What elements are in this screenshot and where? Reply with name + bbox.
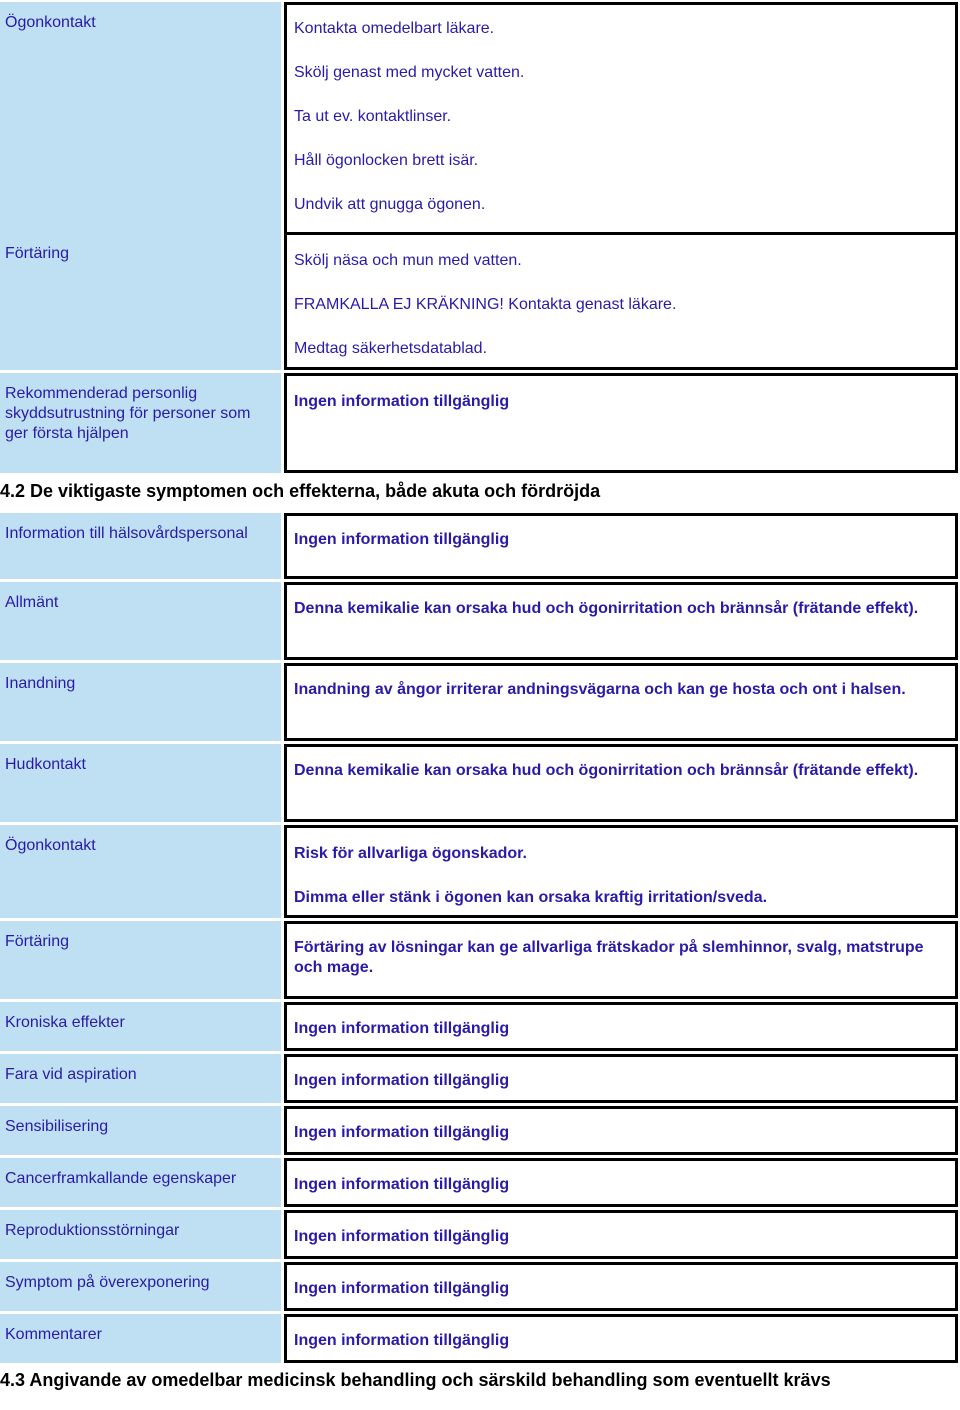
row-value: Ingen information tillgänglig [284, 1314, 958, 1363]
row-value [284, 825, 958, 918]
row-label: Inandning [0, 663, 281, 741]
section-heading-4-2: 4.2 De viktigaste symptomen och effekterna, både akuta och fördröjda [0, 481, 601, 501]
value-line: Håll ögonlocken brett isär. [294, 152, 479, 169]
row-label: Information till hälsovårdspersonal [0, 513, 281, 579]
section-heading-4-3: 4.3 Angivande av omedelbar medicinsk behandling och särskild behandling som eventuellt krävs [0, 1370, 831, 1390]
row-label: Ögonkontakt [0, 825, 281, 918]
row-value: Ingen information tillgänglig [284, 1002, 958, 1051]
value-line: Dimma eller stänk i ögonen kan orsaka kraftig irritation/sveda. [294, 889, 768, 906]
row-value: Förtäring av lösningar kan ge allvarliga frätskador på slemhinnor, svalg, matstrupe och mage. [284, 921, 958, 999]
first-aid-row-ingestion [0, 232, 958, 370]
row-label: Allmänt [0, 582, 281, 660]
value-line: FRAMKALLA EJ KRÄKNING! Kontakta genast läkare. [294, 296, 677, 313]
row-value: Ingen information tillgänglig [284, 1054, 958, 1103]
row-label: Kommentarer [0, 1314, 281, 1363]
symptom-row [0, 825, 958, 918]
value-line: Kontakta omedelbart läkare. [294, 20, 495, 37]
row-label: Fara vid aspiration [0, 1054, 281, 1103]
row-value: Ingen information tillgänglig [284, 1210, 958, 1259]
symptom-row [0, 1314, 958, 1363]
symptom-row [0, 1210, 958, 1259]
symptom-row [0, 1106, 958, 1155]
row-value: Ingen information tillgänglig [284, 1106, 958, 1155]
symptom-row [0, 513, 958, 579]
row-value [284, 232, 958, 370]
row-value: Ingen information tillgänglig [284, 513, 958, 579]
symptom-row [0, 1002, 958, 1051]
row-label: Förtäring [0, 921, 281, 999]
value-line: Undvik att gnugga ögonen. [294, 196, 486, 213]
row-label: Sensibilisering [0, 1106, 281, 1155]
row-label: Förtäring [0, 232, 281, 370]
row-label: Hudkontakt [0, 744, 281, 822]
row-value: Ingen information tillgänglig [284, 1262, 958, 1311]
row-value: Denna kemikalie kan orsaka hud och ögonirritation och brännsår (frätande effekt). [284, 744, 958, 822]
value-line: Medtag säkerhetsdatablad. [294, 340, 488, 357]
row-value [284, 2, 958, 232]
row-label: Symptom på överexponering [0, 1262, 281, 1311]
row-value: Denna kemikalie kan orsaka hud och ögonirritation och brännsår (frätande effekt). [284, 582, 958, 660]
row-value: Inandning av ångor irriterar andningsvägarna och kan ge hosta och ont i halsen. [284, 663, 958, 741]
row-label: Ögonkontakt [0, 2, 281, 232]
first-aid-row-ppe [0, 373, 958, 473]
symptom-row [0, 744, 958, 822]
row-label: Kroniska effekter [0, 1002, 281, 1051]
symptom-row [0, 663, 958, 741]
first-aid-row-eye [0, 2, 958, 232]
symptom-row [0, 1054, 958, 1103]
row-label: Reproduktionsstörningar [0, 1210, 281, 1259]
value-line: Skölj näsa och mun med vatten. [294, 252, 522, 269]
value-line: Ta ut ev. kontaktlinser. [294, 108, 452, 125]
row-value: Ingen information tillgänglig [284, 1158, 958, 1207]
row-value: Ingen information tillgänglig [284, 373, 958, 473]
value-line: Skölj genast med mycket vatten. [294, 64, 525, 81]
row-label: Rekommenderad personlig skyddsutrustning för personer som ger första hjälpen [0, 373, 281, 473]
symptom-row [0, 1158, 958, 1207]
row-label: Cancerframkallande egenskaper [0, 1158, 281, 1207]
value-line: Risk för allvarliga ögonskador. [294, 845, 527, 862]
symptom-row [0, 921, 958, 999]
symptom-row [0, 582, 958, 660]
symptom-row [0, 1262, 958, 1311]
